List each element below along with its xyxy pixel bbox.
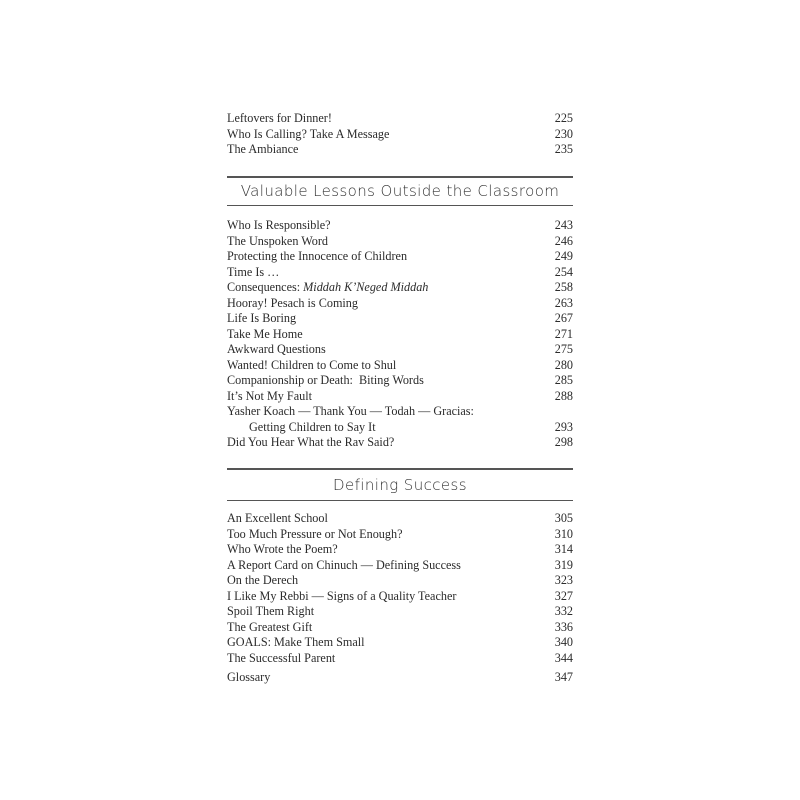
entry-title: The Successful Parent <box>227 650 336 665</box>
toc-entry <box>227 389 573 405</box>
toc-entry <box>227 127 573 143</box>
entry-page: 347 <box>554 670 573 684</box>
entry-page: 332 <box>554 604 573 618</box>
entry-page: 323 <box>554 573 573 587</box>
entry-page: 340 <box>554 635 573 649</box>
section-title: Defining Success <box>333 475 467 494</box>
toc-entry <box>227 542 573 558</box>
entry-title: I Like My Rebbi — Signs of a Quality Teacher <box>227 588 457 603</box>
entry-title: GOALS: Make Them Small <box>227 635 365 649</box>
toc-entry <box>227 670 573 686</box>
entry-title-italic: Middah K’Neged Middah <box>303 280 429 294</box>
entry-page: 254 <box>554 264 573 279</box>
toc-glossary <box>227 670 573 686</box>
entry-page: 258 <box>554 280 573 294</box>
toc-entry <box>227 296 573 312</box>
section-heading-valuable-lessons <box>227 176 573 206</box>
entry-title: Spoil Them Right <box>227 604 315 618</box>
toc-entry <box>227 142 573 158</box>
entry-page: 310 <box>554 526 573 541</box>
toc-entry <box>227 404 573 420</box>
section-heading-defining-success <box>227 468 573 501</box>
entry-title: Glossary <box>227 670 271 684</box>
entry-page: 319 <box>554 557 573 572</box>
entry-title: The Greatest Gift <box>227 619 313 634</box>
entry-page: 285 <box>554 373 573 387</box>
toc-entry <box>227 280 573 296</box>
entry-page: 293 <box>554 419 573 434</box>
toc-entry <box>227 342 573 358</box>
entry-page: 305 <box>554 511 573 525</box>
toc-entry <box>227 558 573 574</box>
toc-entry <box>227 511 573 527</box>
toc-entry <box>227 435 573 451</box>
entry-title: Leftovers for Dinner! <box>227 111 332 125</box>
entry-page: 267 <box>554 311 573 325</box>
entry-page: 314 <box>554 542 573 556</box>
entry-title-prefix: Consequences: <box>227 280 304 294</box>
entry-title: Protecting the Innocence of Children <box>227 249 408 263</box>
entry-page: 298 <box>554 435 573 449</box>
toc-section-valuable-lessons <box>227 218 573 451</box>
entry-title: It’s Not My Fault <box>227 388 312 403</box>
entry-title: Companionship or Death: Biting Words <box>227 373 424 387</box>
toc-entry <box>227 527 573 543</box>
divider-rule <box>227 205 573 207</box>
entry-title: An Excellent School <box>227 511 328 525</box>
toc-entry-continuation <box>227 420 573 436</box>
entry-page: 275 <box>554 342 573 356</box>
entry-title: Time Is … <box>227 264 280 279</box>
entry-page: 225 <box>554 111 573 125</box>
entry-page: 230 <box>554 126 573 141</box>
entry-title: Life Is Boring <box>227 311 297 325</box>
toc-entry <box>227 373 573 389</box>
toc-entry <box>227 604 573 620</box>
entry-page: 344 <box>554 650 573 665</box>
entry-title: The Ambiance <box>227 142 299 156</box>
toc-entry <box>227 620 573 636</box>
section-title: Valuable Lessons Outside the Classroom <box>240 181 560 200</box>
toc-entry <box>227 249 573 265</box>
entry-page: 271 <box>554 326 573 341</box>
entry-title: Hooray! Pesach is Coming <box>227 295 358 310</box>
toc-entry <box>227 234 573 250</box>
entry-title: The Unspoken Word <box>227 233 329 248</box>
entry-page: 243 <box>554 218 573 232</box>
entry-title-continuation: Getting Children to Say It <box>249 419 376 434</box>
entry-page: 246 <box>554 233 573 248</box>
toc-entry <box>227 651 573 667</box>
entry-page: 235 <box>554 142 573 156</box>
entry-page: 327 <box>554 588 573 603</box>
entry-title: Wanted! Children to Come to Shul <box>227 357 397 372</box>
entry-title: Awkward Questions <box>227 342 326 356</box>
toc-entry <box>227 265 573 281</box>
toc-section-defining-success <box>227 511 573 666</box>
entry-title: Who Is Responsible? <box>227 218 331 232</box>
entry-title: Who Wrote the Poem? <box>227 542 338 556</box>
entry-page: 280 <box>554 357 573 372</box>
entry-title: Too Much Pressure or Not Enough? <box>227 526 403 541</box>
toc-intro-entries <box>227 111 573 158</box>
entry-title <box>227 280 428 296</box>
toc-entry <box>227 573 573 589</box>
divider-rule <box>227 500 573 502</box>
toc-entry <box>227 327 573 343</box>
toc-entry <box>227 111 573 127</box>
entry-title: Who Is Calling? Take A Message <box>227 126 390 141</box>
entry-page: 249 <box>554 249 573 263</box>
toc-entry <box>227 635 573 651</box>
toc-entry <box>227 311 573 327</box>
entry-title: Take Me Home <box>227 326 303 341</box>
toc-entry <box>227 589 573 605</box>
entry-title: Did You Hear What the Rav Said? <box>227 435 395 449</box>
entry-page: 263 <box>554 295 573 310</box>
toc-entry <box>227 218 573 234</box>
entry-page: 336 <box>554 619 573 634</box>
entry-page: 288 <box>554 388 573 403</box>
toc-entry <box>227 358 573 374</box>
entry-title: A Report Card on Chinuch — Defining Success <box>227 557 461 572</box>
entry-title: On the Derech <box>227 573 299 587</box>
entry-title: Yasher Koach — Thank You — Todah — Gracias: <box>227 404 474 418</box>
